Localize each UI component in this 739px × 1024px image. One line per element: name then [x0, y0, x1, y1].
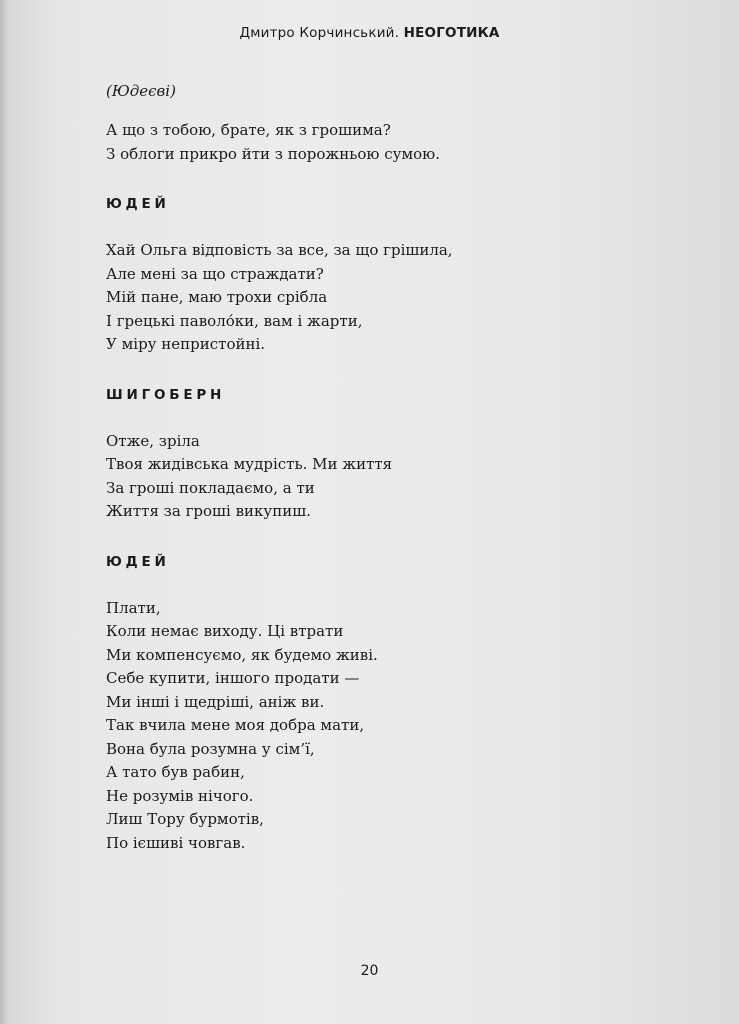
page-edge-shadow — [0, 0, 8, 1024]
verse-line: Коли немає виходу. Ці втрати — [106, 622, 344, 640]
verse-line: За гроші покладаємо, а ти — [106, 478, 315, 497]
verse-line: По ієшиві човгав. — [106, 833, 246, 852]
running-header — [0, 25, 739, 41]
verse-line: А що з тобою, брате, як з грошима? — [106, 121, 391, 139]
stage-direction: (Юдеєві) — [106, 82, 176, 100]
verse-line: Так вчила мене моя добра мати, — [106, 716, 365, 734]
play-text — [106, 80, 566, 882]
verse-block — [106, 119, 566, 166]
verse-line: Мій пане, маю трохи срібла — [106, 288, 328, 306]
verse-block — [106, 430, 566, 524]
verse-block — [106, 239, 566, 357]
verse-line: Не розумів нічого. — [106, 786, 254, 805]
verse-line: Але мені за що страждати? — [106, 264, 324, 283]
speaker-name: ЮДЕЙ — [106, 553, 170, 570]
page-number: 20 — [360, 963, 379, 979]
header-title: НЕОГОТИКА — [403, 25, 500, 41]
verse-line: Отже, зріла — [106, 431, 200, 450]
speaker-name: ЮДЕЙ — [106, 196, 170, 212]
verse-line: Вона була розумна у сім’ї, — [106, 739, 315, 758]
verse-line: Ми інші і щедріші, аніж ви. — [106, 692, 325, 711]
verse-line: Плати, — [106, 598, 161, 617]
verse-line: Життя за гроші викупиш. — [106, 502, 311, 520]
speaker-name: ШИГОБЕРН — [106, 386, 226, 403]
header-author: Дмитро Корчинський. — [239, 25, 400, 41]
verse-line: Лиш Тору бурмотів, — [106, 810, 264, 828]
verse-line: А тато був рабин, — [106, 763, 245, 781]
verse-line: З облоги прикро йти з порожньою сумою. — [106, 144, 440, 163]
verse-line: Ми компенсуємо, як будемо живі. — [106, 645, 378, 664]
verse-line: І грецькі паволо́ки, вам і жарти, — [106, 311, 363, 330]
verse-line: Себе купити, іншого продати — — [106, 669, 360, 687]
verse-line: Хай Ольга відповість за все, за що грішила, — [106, 241, 453, 259]
verse-line: У міру непристойні. — [106, 335, 266, 353]
verse-line: Твоя жидівська мудрість. Ми життя — [106, 455, 393, 473]
verse-block — [106, 597, 566, 856]
